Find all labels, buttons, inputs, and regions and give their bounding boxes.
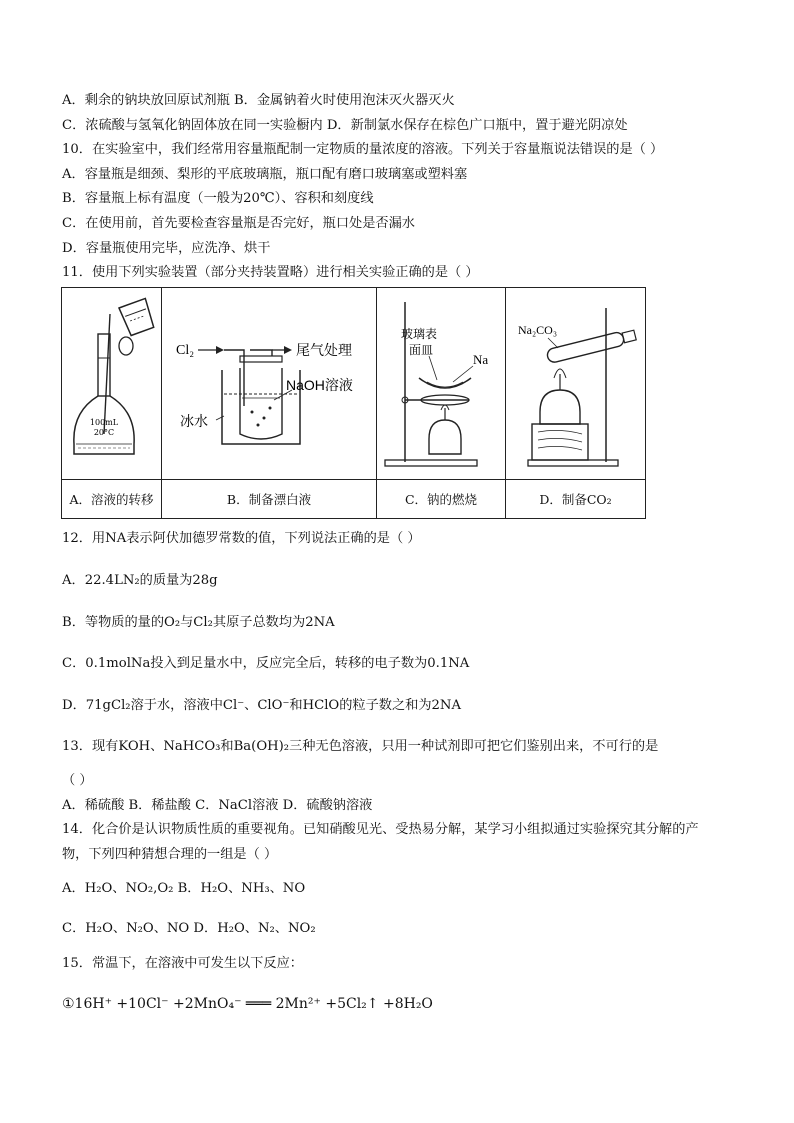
apparatus-c-figure [377, 288, 506, 480]
q10-stem: 10．在实验室中，我们经常用容量瓶配制一定物质的量浓度的溶液。下列关于容量瓶说法错误的是（ ） [62, 142, 664, 157]
apparatus-a-figure [62, 288, 162, 480]
ice-water-label: 冰水 [180, 412, 208, 429]
watch-glass-label-1: 玻璃表 [400, 326, 437, 341]
q15-equation-1: ①16H⁺ +10Cl⁻ +2MnO₄⁻ ═══ 2Mn²⁺ +5Cl₂↑ +8H₂O [62, 996, 433, 1012]
apparatus-c-caption: C．钠的燃烧 [377, 480, 506, 519]
q13-answer-paren: （ ） [62, 773, 93, 788]
naoh-label: NaOH溶液 [286, 376, 353, 393]
q14-option-cd: C．H₂O、N₂O、NO D．H₂O、N₂、NO₂ [62, 921, 316, 936]
q10-option-c: C．在使用前，首先要检查容量瓶是否完好，瓶口处是否漏水 [62, 216, 415, 231]
apparatus-d-caption: D．制备CO₂ [506, 480, 646, 519]
watch-glass-label-2: 面皿 [408, 342, 433, 357]
q14-stem: 14．化合价是认识物质性质的重要视角。已知硝酸见光、受热易分解，某学习小组拟通过实验探究其分解的产 [62, 822, 699, 837]
q10-option-d: D．容量瓶使用完毕，应洗净、烘干 [62, 241, 271, 256]
q12-stem: 12．用NA表示阿伏加德罗常数的值，下列说法正确的是（ ） [62, 531, 421, 546]
q9-option-cd: C．浓硫酸与氢氧化钠固体放在同一实验橱内 D．新制氯水保存在棕色广口瓶中，置于避光阴凉处 [62, 118, 628, 133]
q12-option-d: D．71gCl₂溶于水，溶液中Cl⁻、ClO⁻和HClO的粒子数之和为2NA [62, 698, 461, 713]
tail-gas-label: 尾气处理 [296, 341, 352, 358]
q12-option-c: C．0.1molNa投入到足量水中，反应完全后，转移的电子数为0.1NA [62, 656, 470, 671]
apparatus-table [61, 287, 646, 519]
q10-option-a: A．容量瓶是细颈、梨形的平底玻璃瓶，瓶口配有磨口玻璃塞或塑料塞 [62, 167, 468, 182]
sodium-label: Na [472, 351, 488, 367]
q15-stem: 15．常温下，在溶液中可发生以下反应： [62, 956, 303, 971]
q11-stem: 11．使用下列实验装置（部分夹持装置略）进行相关实验正确的是（ ） [62, 265, 479, 280]
q12-option-a: A．22.4LN₂的质量为28g [62, 573, 218, 588]
apparatus-d-figure [506, 288, 646, 480]
apparatus-b-caption: B．制备漂白液 [162, 480, 377, 519]
na2co3-label: Na₂CO₃ [518, 322, 558, 337]
q14-stem-cont: 物，下列四种猜想合理的一组是（ ） [62, 847, 278, 862]
bleach-preparation-icon [164, 294, 374, 474]
cl2-label: Cl₂ [176, 342, 195, 358]
q14-option-ab: A．H₂O、NO₂,O₂ B．H₂O、NH₃、NO [62, 881, 306, 896]
q13-stem: 13．现有KOH、NaHCO₃和Ba(OH)₂三种无色溶液，只用一种试剂即可把它们鉴别出来，不可行的是 [62, 739, 659, 754]
flask-volume-label: 100mL [89, 417, 118, 427]
q13-options: A．稀硫酸 B．稀盐酸 C．NaCl溶液 D．硫酸钠溶液 [62, 798, 373, 813]
apparatus-a-caption: A．溶液的转移 [62, 480, 162, 519]
q12-option-b: B．等物质的量的O₂与Cl₂其原子总数均为2NA [62, 615, 335, 630]
apparatus-b-figure [162, 288, 377, 480]
sodium-combustion-icon [379, 294, 504, 474]
q9-option-ab: A．剩余的钠块放回原试剂瓶 B．金属钠着火时使用泡沫灭火器灭火 [62, 93, 455, 108]
q10-option-b: B．容量瓶上标有温度（一般为20℃）、容积和刻度线 [62, 191, 374, 206]
volumetric-flask-icon [64, 294, 160, 474]
flask-temp-label: 20°C [93, 427, 114, 437]
co2-preparation-icon [508, 294, 643, 474]
